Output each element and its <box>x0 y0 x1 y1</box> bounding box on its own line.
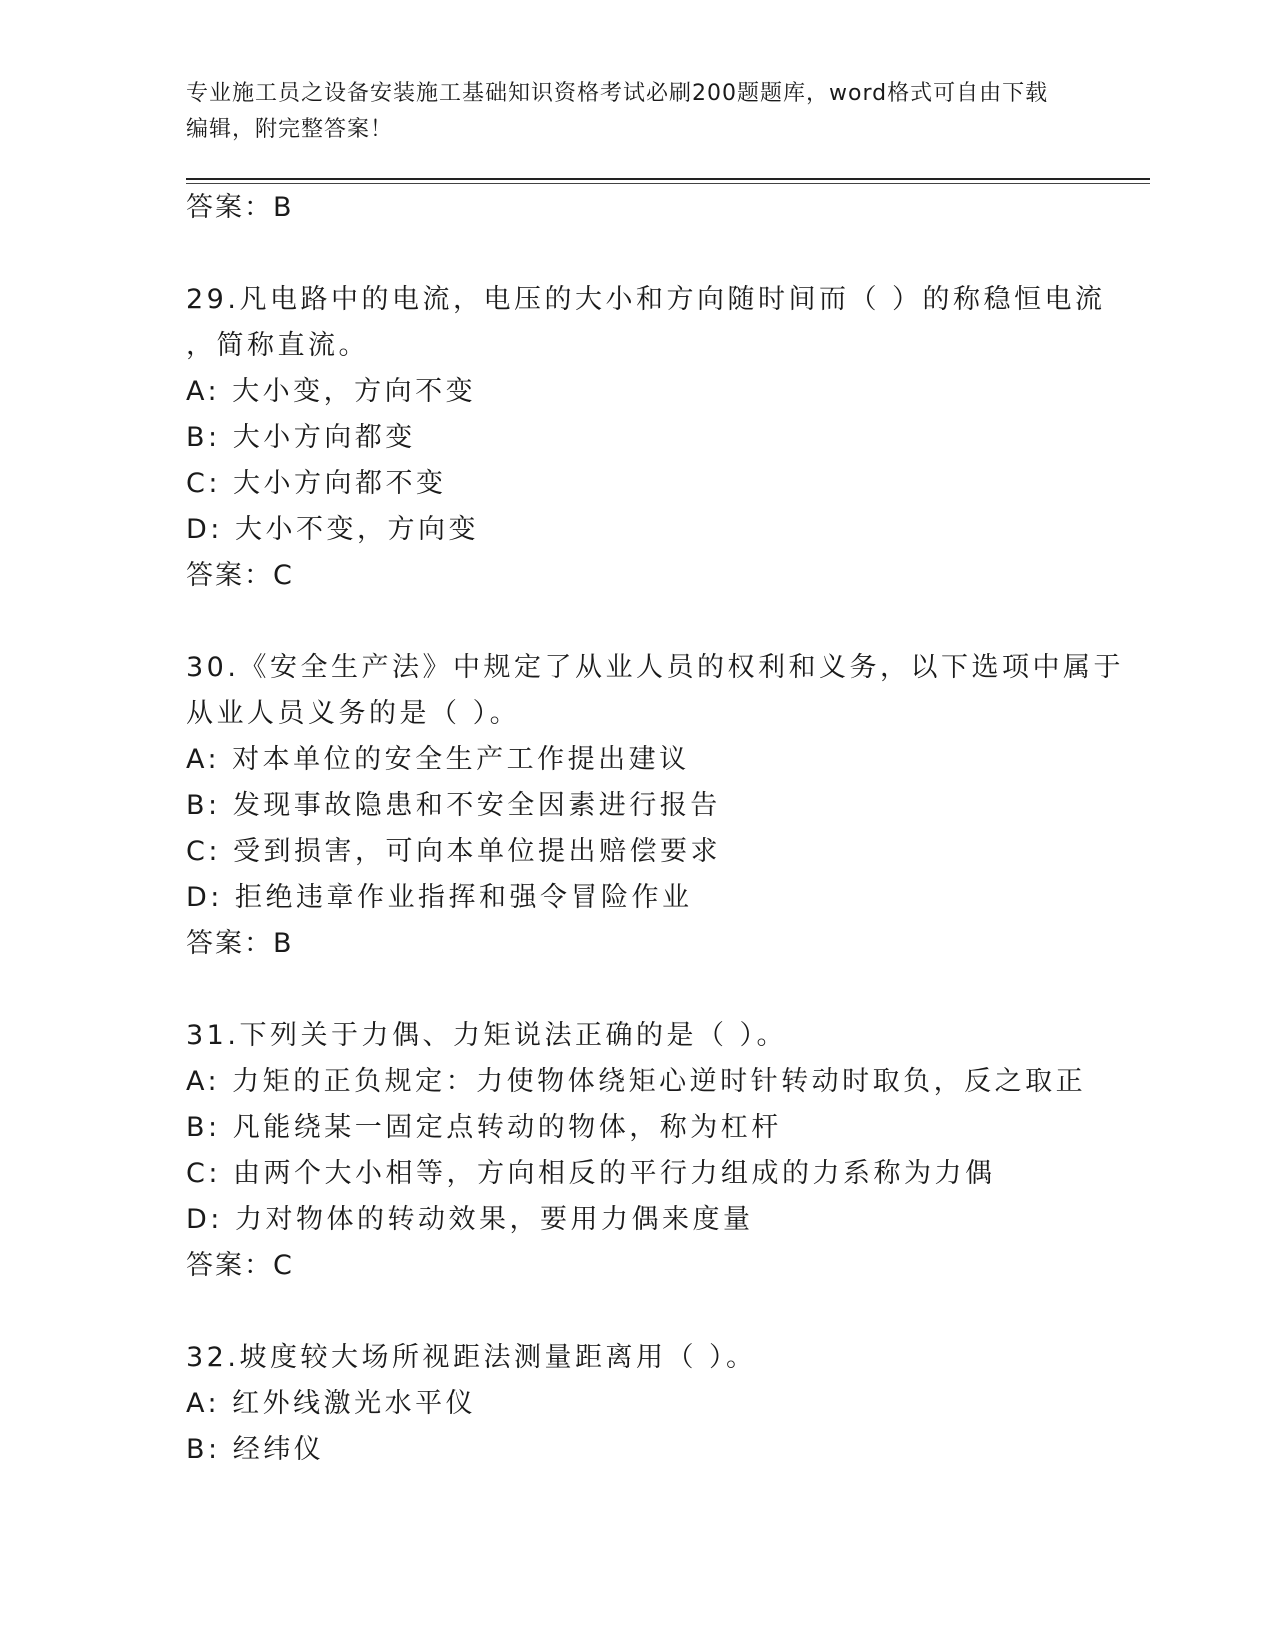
question-stem-line: 30.《安全生产法》中规定了从业人员的权利和义务，以下选项中属于 <box>186 652 1124 683</box>
previous-answer: 答案：B <box>186 192 294 223</box>
option-a: A: 大小变，方向不变 <box>186 376 477 407</box>
answer: 答案：B <box>186 928 294 959</box>
option-a: A: 力矩的正负规定：力使物体绕矩心逆时针转动时取负，反之取正 <box>186 1066 1087 1097</box>
header-text: 专业施工员之设备安装施工基础知识资格考试必刷200题题库，word格式可自由下载编辑，附完整答案！ <box>186 81 1049 142</box>
option-a: A: 红外线激光水平仪 <box>186 1388 477 1419</box>
answer: 答案：C <box>186 1250 294 1281</box>
option-c: C: 受到损害，可向本单位提出赔偿要求 <box>186 836 722 867</box>
question-stem-line: 31.下列关于力偶、力矩说法正确的是（ ）。 <box>186 1020 788 1051</box>
question-31 <box>186 1013 1086 1289</box>
option-d: D: 力对物体的转动效果，要用力偶来度量 <box>186 1204 754 1235</box>
option-b: B: 发现事故隐患和不安全因素进行报告 <box>186 790 721 821</box>
option-b: B: 凡能绕某一固定点转动的物体，称为杠杆 <box>186 1112 782 1143</box>
document-header <box>186 76 1066 148</box>
option-b: B: 大小方向都变 <box>186 422 416 453</box>
answer: 答案：C <box>186 560 294 591</box>
option-c: C: 由两个大小相等，方向相反的平行力组成的力系称为力偶 <box>186 1158 996 1189</box>
question-30 <box>186 645 1124 967</box>
option-c: C: 大小方向都不变 <box>186 468 447 499</box>
header-divider-thick <box>186 178 1150 180</box>
header-divider-thin <box>186 183 1150 184</box>
question-stem-line: 从业人员义务的是（ ）。 <box>186 698 521 729</box>
question-list <box>186 185 1124 1473</box>
option-d: D: 拒绝违章作业指挥和强令冒险作业 <box>186 882 693 913</box>
question-32 <box>186 1335 1086 1473</box>
option-b: B: 经纬仪 <box>186 1434 325 1465</box>
option-a: A: 对本单位的安全生产工作提出建议 <box>186 744 690 775</box>
question-stem-line: ，简称直流。 <box>186 330 369 361</box>
question-stem-line: 32.坡度较大场所视距法测量距离用（ ）。 <box>186 1342 757 1373</box>
question-29 <box>186 277 1106 599</box>
option-d: D: 大小不变，方向变 <box>186 514 479 545</box>
question-stem-line: 29.凡电路中的电流，电压的大小和方向随时间而（ ）的称稳恒电流 <box>186 284 1106 315</box>
